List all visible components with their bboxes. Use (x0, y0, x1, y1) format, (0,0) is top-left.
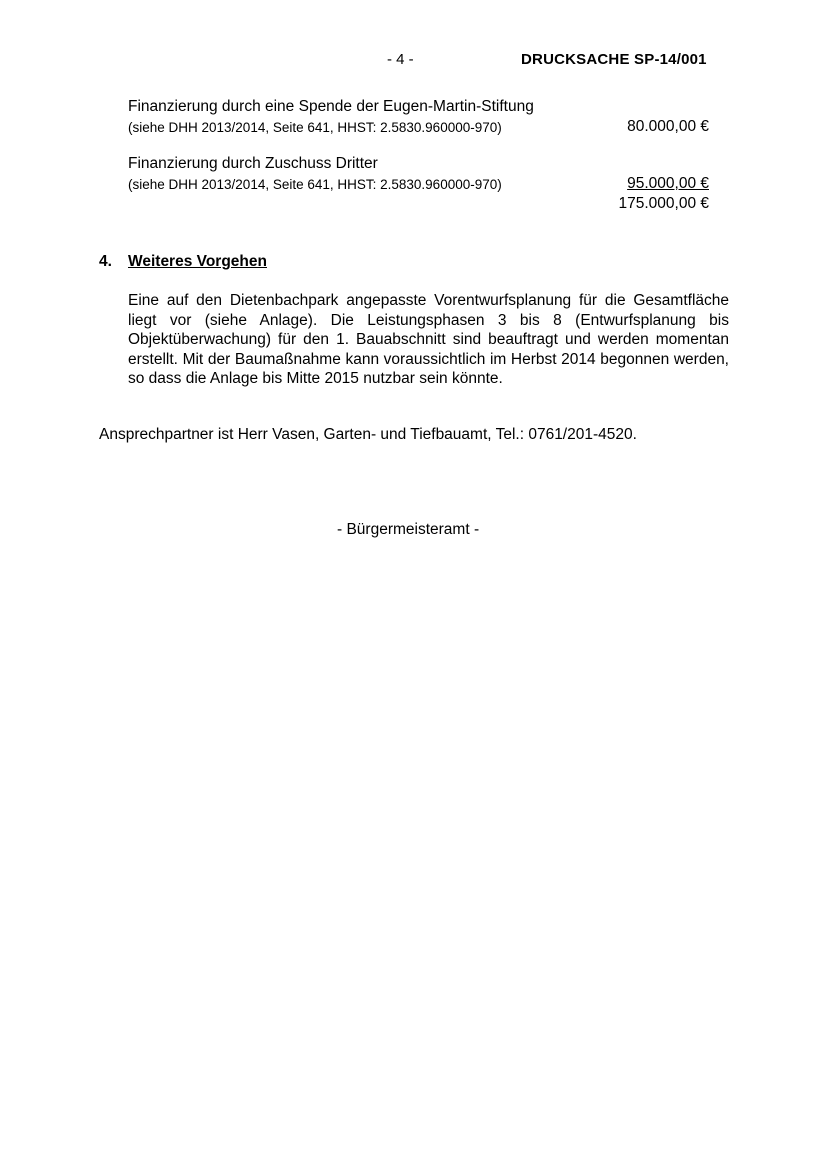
section-paragraph: Eine auf den Dietenbachpark angepasste Vorentwurfsplanung für die Gesamtfläche liegt vor (siehe Anlage). Die Leistungsphasen 3 bis 8 (Entwurfsplanung bis Objektüberwachung) für den 1. Bauabschnitt sind beauftragt und werden momentan erstellt. Mit der Baumaßnahme kann voraussichtlich im Herbst 2014 begonnen werden, so dass die Anlage bis Mitte 2015 nutzbar sein könnte. (128, 292, 729, 388)
section-number: 4. (99, 253, 112, 270)
financing-amount-donation: 80.000,00 € (627, 118, 709, 135)
document-id: DRUCKSACHE SP-14/001 (521, 51, 707, 68)
section-title: Weiteres Vorgehen (128, 253, 267, 270)
financing-reference-third-party: (siehe DHH 2013/2014, Seite 641, HHST: 2.5830.960000-970) (128, 177, 502, 192)
financing-total: 175.000,00 € (618, 195, 709, 212)
contact-line: Ansprechpartner ist Herr Vasen, Garten- und Tiefbauamt, Tel.: 0761/201-4520. (99, 426, 637, 443)
financing-reference-donation: (siehe DHH 2013/2014, Seite 641, HHST: 2.5830.960000-970) (128, 120, 502, 135)
financing-title-donation: Finanzierung durch eine Spende der Eugen-Martin-Stiftung (128, 98, 534, 115)
page-number: - 4 - (387, 51, 414, 68)
financing-amount-third-party: 95.000,00 € (627, 175, 709, 192)
financing-title-third-party: Finanzierung durch Zuschuss Dritter (128, 155, 378, 172)
signature: - Bürgermeisteramt - (337, 521, 480, 538)
